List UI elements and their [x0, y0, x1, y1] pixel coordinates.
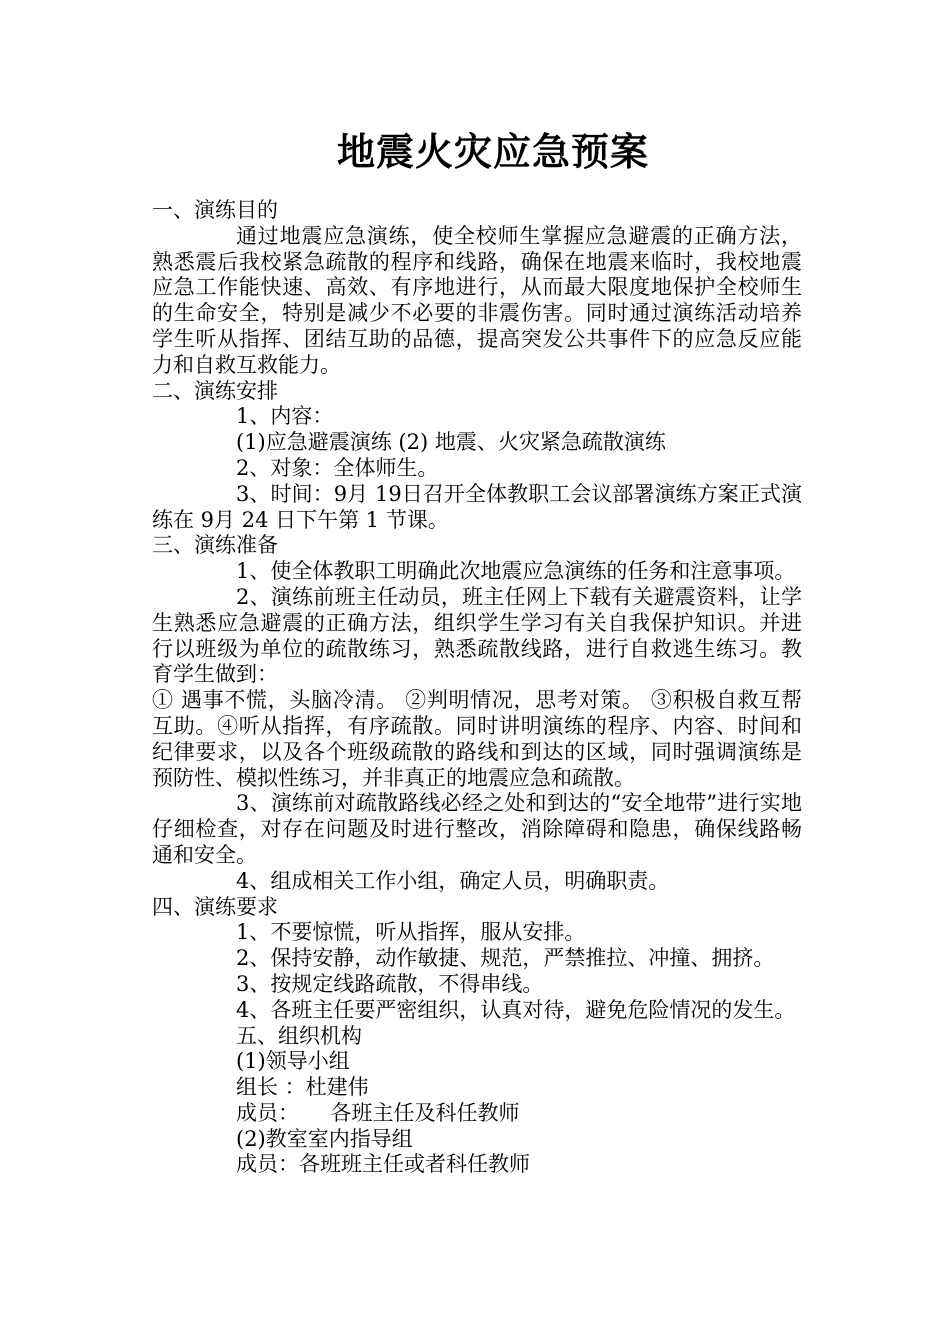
purpose-paragraph: 通过地震应急演练，使全校师生掌握应急避震的正确方法，熟悉震后我校紧急疏散的程序和线路，确保在地震来临时，我校地震应急工作能快速、高效、有序地进行，从而最大限度地保护全校师生的生命安全，特别是减少不必要的非震伤害。同时通过演练活动培养学生听从指挥、团结互助的品德，提高突发公共事件下的应急反应能力和自救互救能力。 [152, 223, 802, 377]
document-title: 地震火灾应急预案 [336, 129, 649, 174]
requirement-item-1: 1、不要惊慌，听从指挥，服从安排。 [236, 920, 586, 945]
preparation-item-2-continued: ① 遇事不慌，头脑冷清。 ②判明情况，思考对策。 ③积极自救互帮互助。④听从指挥，有序疏散。同时讲明演练的程序、内容、时间和纪律要求，以及各个班级疏散的路线和到达的区域，同时强调演练是预防性、模拟性练习，并非真正的地震应急和疏散。 [152, 688, 802, 790]
section-heading-preparation: 三、演练准备 [152, 533, 278, 558]
preparation-item-2: 2、演练前班主任动员，班主任网上下载有关避震资料，让学生熟悉应急避震的正确方法，组织学生学习有关自我保护知识。并进行以班级为单位的疏散练习，熟悉疏散线路，进行自救逃生练习。教育学生做到： [152, 584, 802, 687]
requirement-item-4: 4、各班主任要严密组织，认真对待，避免危险情况的发生。 [236, 997, 796, 1022]
arrangement-time: 3、时间：9月 19日召开全体教职工会议部署演练方案正式演练在 9月 24 日下午第 1 节课。 [152, 481, 802, 532]
preparation-item-1: 1、使全体教职工明确此次地震应急演练的任务和注意事项。 [236, 559, 796, 584]
requirement-item-3: 3、按规定线路疏散，不得串线。 [236, 971, 544, 996]
section-heading-purpose: 一、演练目的 [152, 198, 278, 222]
document-body [152, 198, 802, 1178]
section-heading-organization: 五、组织机构 [236, 1023, 362, 1048]
preparation-item-4: 4、组成相关工作小组，确定人员，明确职责。 [236, 868, 670, 893]
requirement-item-2: 2、保持安静，动作敏捷、规范，严禁推拉、冲撞、拥挤。 [236, 946, 775, 971]
section-heading-requirements: 四、演练要求 [152, 894, 278, 919]
arrangement-content-detail: (1)应急避震演练 (2) 地震、火灾紧急疏散演练 [236, 430, 666, 455]
arrangement-target: 2、对象：全体师生。 [236, 455, 439, 480]
arrangement-content: 1、内容： [236, 404, 334, 429]
organization-members-2: 成员：各班班主任或者科任教师 [236, 1152, 530, 1177]
organization-leading-group: (1)领导小组 [236, 1049, 350, 1074]
section-heading-arrangement: 二、演练安排 [152, 378, 278, 403]
preparation-item-3: 3、演练前对疏散路线必经之处和到达的“安全地带”进行实地仔细检查，对存在问题及时进行整改，消除障碍和隐患，确保线路畅通和安全。 [152, 791, 802, 867]
organization-indoor-group: (2)教室室内指导组 [236, 1126, 413, 1151]
organization-leader: 组长 ：杜建伟 [236, 1075, 369, 1100]
organization-members-1: 成员： 各班主任及科任教师 [236, 1100, 520, 1125]
